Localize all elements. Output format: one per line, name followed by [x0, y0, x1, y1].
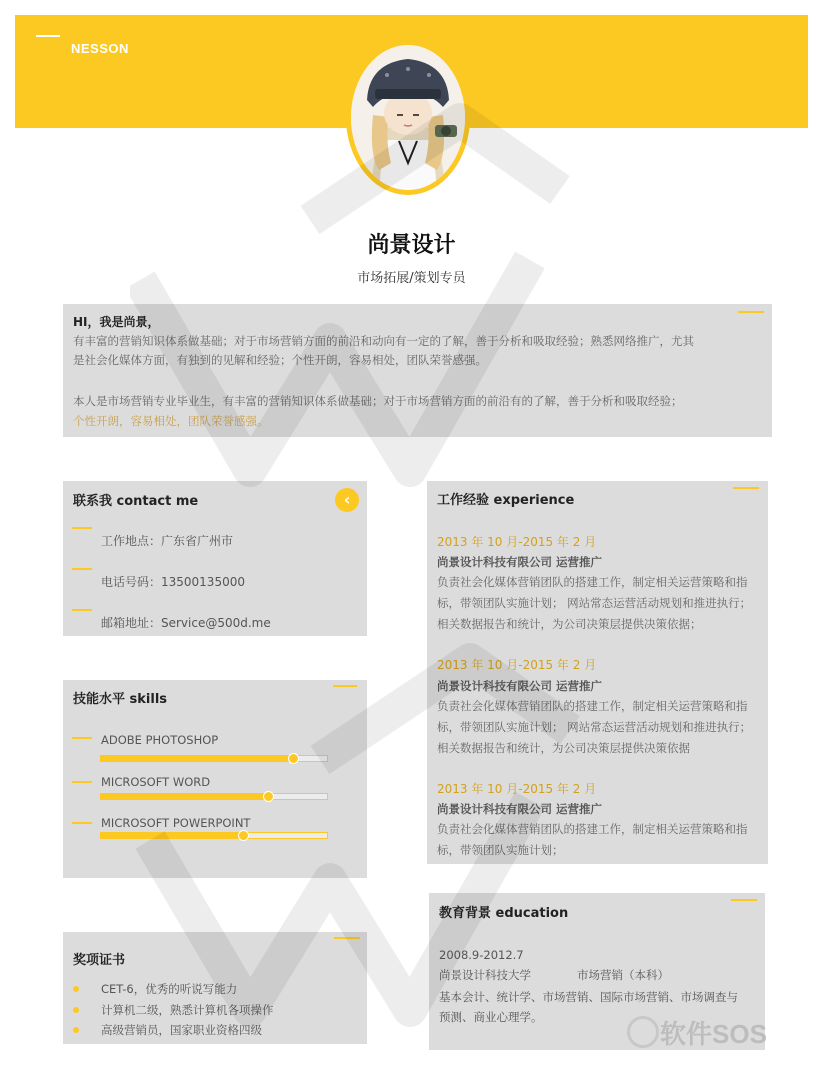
card-accent-line	[733, 487, 759, 489]
award-item: 计算机二级，熟悉计算机各项操作	[101, 1003, 274, 1017]
work-desc-line: 相关数据报告和统计，为公司决策层提供决策依据	[437, 741, 690, 755]
work-desc-line: 负责社会化媒体营销团队的搭建工作，制定相关运营策略和指	[437, 575, 748, 589]
intro-greeting: HI，我是尚景，	[73, 315, 160, 329]
chevron-left-icon[interactable]: ‹	[335, 488, 359, 512]
watermark-icon	[627, 1016, 659, 1048]
intro-paragraph-1-line-1: 有丰富的营销知识体系做基础；对于市场营销方面的前沿和动向有一定的了解，善于分析和吸取经验；熟悉网络推广，尤其	[73, 334, 694, 348]
contact-location: 工作地点：广东省广州市	[101, 534, 234, 548]
skill-name: MICROSOFT POWERPOINT	[101, 816, 251, 830]
intro-paragraph-2-line-2: 个性开朗，容易相处，团队荣誉感强。	[73, 414, 269, 428]
work-desc-line: 标，带领团队实施计划；	[437, 843, 564, 857]
contact-item-marker	[72, 609, 92, 611]
work-desc-line: 负责社会化媒体营销团队的搭建工作，制定相关运营策略和指	[437, 699, 748, 713]
work-date: 2013 年 10 月-2015 年 2 月	[437, 658, 597, 672]
work-desc-line: 标，带领团队实施计划； 网站常态运营活动规划和推进执行；	[437, 720, 752, 734]
intro-paragraph-1-line-2: 是社会化媒体方面，有独到的见解和经验；个性开朗，容易相处，团队荣誉感强。	[73, 353, 487, 367]
skill-marker	[72, 781, 92, 783]
profile-role: 市场拓展/策划专员	[357, 271, 466, 286]
brand-name: NESSON	[71, 41, 129, 56]
watermark-text: 软件SOS	[660, 1019, 767, 1049]
contact-item-marker	[72, 527, 92, 529]
contact-item-marker	[72, 568, 92, 570]
education-major: 市场营销（本科）	[577, 968, 669, 982]
work-company: 尚景设计科技有限公司 运营推广	[437, 679, 603, 693]
award-item: CET-6，优秀的听说写能力	[101, 982, 238, 996]
education-school: 尚景设计科技大学	[439, 968, 531, 982]
work-company: 尚景设计科技有限公司 运营推广	[437, 802, 603, 816]
contact-title: 联系我 contact me	[73, 494, 199, 509]
work-company: 尚景设计科技有限公司 运营推广	[437, 555, 603, 569]
work-title: 工作经验 experience	[437, 493, 575, 508]
award-item: 高级营销员，国家职业资格四级	[101, 1023, 262, 1037]
skill-name: ADOBE PHOTOSHOP	[101, 733, 219, 747]
contact-phone: 电话号码：13500135000	[101, 575, 245, 589]
bullet-icon	[73, 1007, 79, 1013]
contact-email[interactable]: 邮箱地址：Service@500d.me	[101, 616, 271, 630]
skills-title: 技能水平 skills	[73, 692, 168, 707]
brand-accent-line	[36, 35, 60, 37]
card-accent-line	[731, 899, 757, 901]
watermark-logo-graphic	[130, 40, 690, 1040]
skill-marker	[72, 822, 92, 824]
bullet-icon	[73, 986, 79, 992]
bullet-icon	[73, 1027, 79, 1033]
intro-paragraph-2-line-1: 本人是市场营销专业毕业生，有丰富的营销知识体系做基础；对于市场营销方面的前沿有的了解，善于分析和吸取经验；	[73, 394, 683, 408]
education-courses-line: 基本会计、统计学、市场营销、国际市场营销、市场调查与	[439, 990, 738, 1004]
skill-marker	[72, 737, 92, 739]
work-desc-line: 标，带领团队实施计划； 网站常态运营活动规划和推进执行；	[437, 596, 752, 610]
work-date: 2013 年 10 月-2015 年 2 月	[437, 535, 597, 549]
profile-name: 尚景设计	[367, 233, 456, 258]
education-courses-line: 预测、商业心理学。	[439, 1010, 543, 1024]
education-title: 教育背景 education	[439, 906, 569, 921]
awards-title: 奖项证书	[73, 953, 126, 968]
work-date: 2013 年 10 月-2015 年 2 月	[437, 782, 597, 796]
card-accent-line	[738, 311, 764, 313]
work-desc-line: 负责社会化媒体营销团队的搭建工作，制定相关运营策略和指	[437, 822, 748, 836]
education-period: 2008.9-2012.7	[439, 948, 524, 962]
skill-name: MICROSOFT WORD	[101, 775, 211, 789]
work-desc-line: 相关数据报告和统计，为公司决策层提供决策依据；	[437, 617, 702, 631]
